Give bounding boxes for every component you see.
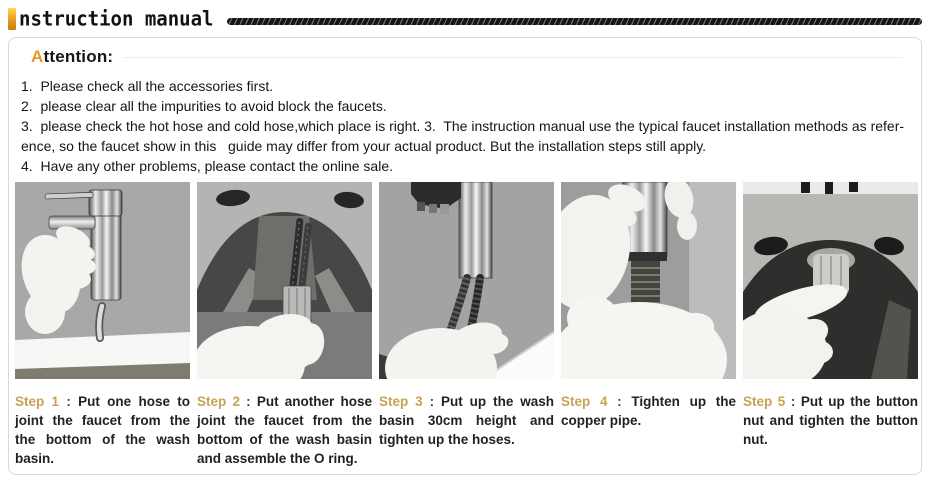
step-3-caption — [379, 392, 554, 468]
step-5-separator: : — [785, 394, 801, 409]
tighten-copper-pipe-illustration — [561, 182, 736, 379]
faucet-hose-joint-illustration — [15, 182, 190, 379]
step-3-photo — [379, 182, 554, 379]
step-5-caption — [743, 392, 918, 468]
page-title: nstruction manual — [19, 7, 214, 31]
step-2-caption — [197, 392, 372, 468]
step-2-separator: : — [239, 394, 257, 409]
note-line-2: 2. please clear all the impurities to avoid block the faucets. — [21, 98, 387, 114]
step-captions-row — [9, 379, 921, 468]
attention-notes — [9, 67, 921, 176]
step-4-text: Tighten up the copper pipe. — [561, 394, 737, 428]
step-3-separator: : — [422, 394, 442, 409]
step-4-photo — [561, 182, 736, 379]
step-1-text: Put one hose to joint the faucet from the the bottom of the wash basin. — [15, 394, 191, 466]
step-5-text: Put up the button nut and tighten the button nut. — [743, 394, 919, 447]
step-3-label: Step 3 — [379, 394, 423, 409]
step-1-separator: : — [59, 394, 79, 409]
step-4-separator: : — [607, 394, 632, 409]
attention-heading-row — [9, 38, 921, 67]
step-4-label: Step 4 — [561, 394, 608, 409]
button-nut-illustration — [743, 182, 918, 379]
step-2-photo — [197, 182, 372, 379]
step-photos-row — [9, 176, 921, 379]
title-initial-bar — [8, 8, 16, 30]
note-line-3-cont: ence, so the faucet show in this guide may differ from your actual product. But the installation steps still apply. — [21, 138, 707, 154]
step-1-caption — [15, 392, 190, 468]
step-5-photo — [743, 182, 918, 379]
step-2-text: Put another hose joint the faucet from the bottom of the wash basin and assemble the O ring. — [197, 394, 373, 466]
step-1-photo — [15, 182, 190, 379]
page-header — [0, 0, 930, 32]
attention-panel — [8, 37, 922, 475]
step-3-text: Put up the wash basin 30cm height and tighten up the hoses. — [379, 394, 555, 447]
note-line-1: 1. Please check all the accessories first. — [21, 78, 274, 94]
header-striped-rule — [227, 18, 922, 25]
lift-basin-tighten-hoses-illustration — [379, 182, 554, 379]
attention-rest: ttention: — [43, 47, 114, 66]
note-line-3: 3. please check the hot hose and cold hose,which place is right. 3. The instruction manual use the typical faucet installation methods as refer- — [21, 118, 905, 134]
attention-initial: A — [31, 47, 44, 66]
attention-heading — [31, 47, 113, 67]
attention-divider-line — [123, 57, 903, 58]
note-line-4: 4. Have any other problems, please contact the online sale. — [21, 158, 393, 174]
step-2-label: Step 2 — [197, 394, 240, 409]
hose-through-basin-illustration — [197, 182, 372, 379]
step-5-label: Step 5 — [743, 394, 786, 409]
step-1-label: Step 1 — [15, 394, 60, 409]
step-4-caption — [561, 392, 736, 468]
